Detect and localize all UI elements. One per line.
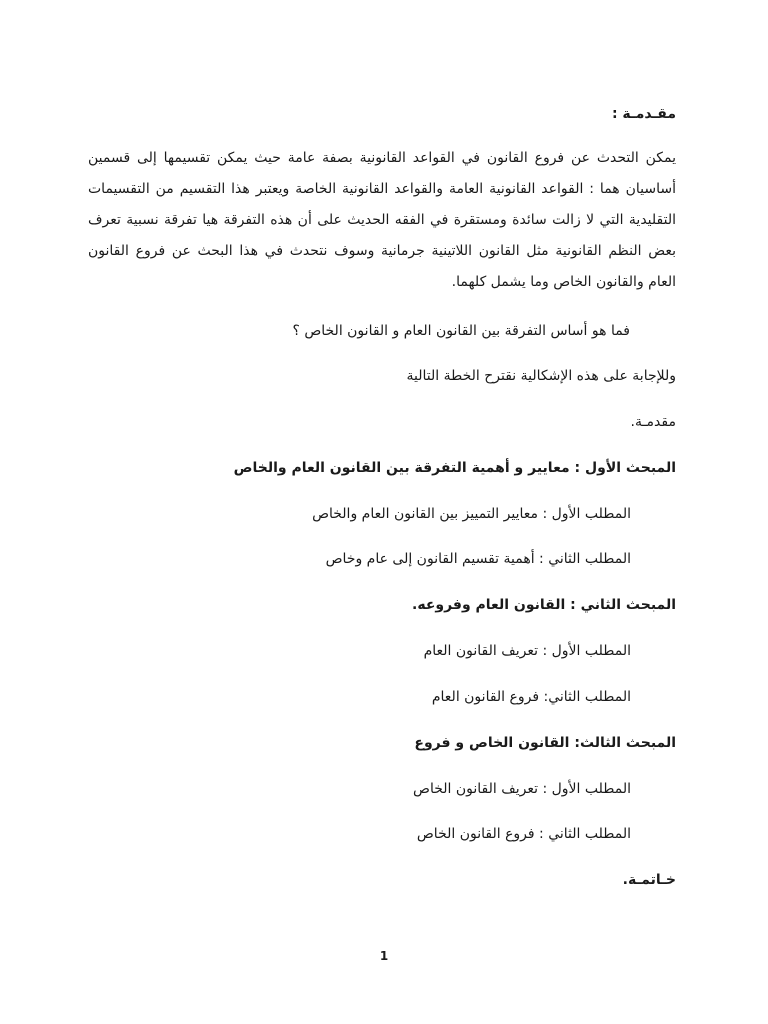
research-question: فما هو أساس التفرقة بين القانون العام و القانون الخاص ؟ xyxy=(292,323,630,339)
intro-heading: مقـدمـة : xyxy=(611,106,676,122)
section-3-sub-2: المطلب الثاني : فروع القانون الخاص xyxy=(416,826,631,842)
page-number: 1 xyxy=(379,949,389,963)
plan-intro-text: وللإجابة على هذه الإشكالية نقترح الخطة التالية xyxy=(406,368,676,384)
plan-introduction-item: مقدمـة. xyxy=(630,414,676,430)
section-3-title: المبحث الثالث: القانون الخاص و فروع xyxy=(414,735,676,751)
section-1-sub-1: المطلب الأول : معايير التمييز بين القانون العام والخاص xyxy=(312,506,631,522)
section-1-sub-2: المطلب الثاني : أهمية تقسيم القانون إلى عام وخاص xyxy=(325,551,631,567)
section-3-sub-1: المطلب الأول : تعريف القانون الخاص xyxy=(413,781,631,797)
section-2-sub-2: المطلب الثاني: فروع القانون العام xyxy=(431,689,631,705)
section-2-title: المبحث الثاني : القانون العام وفروعه. xyxy=(412,597,676,613)
section-2-sub-1: المطلب الأول : تعريف القانون العام xyxy=(423,643,631,659)
section-1-title: المبحث الأول : معايير و أهمية التفرقة بين القانون العام والخاص xyxy=(233,460,676,476)
conclusion-item: خـاتمـة. xyxy=(622,872,676,888)
intro-paragraph: يمكن التحدث عن فروع القانون في القواعد القانونية بصفة عامة حيث يمكن تقسيمها إلى قسمين أساسيان هما : القواعد القانونية العامة والقواعد القانونية الخاصة ويعتبر هذا التقسيم من التقسيمات التقليدية التي لا زالت سائدة ومستقرة في الفقه الحديث على أن هذه التفرقة هيا تفرقة نسبية تعرف بعض النظم القانونية مثل القانون اللاتينية جرمانية وسوف نتحدث في هذا البحث عن فروع القانون العام والقانون الخاص وما يشمل كلهما. xyxy=(88,150,676,290)
